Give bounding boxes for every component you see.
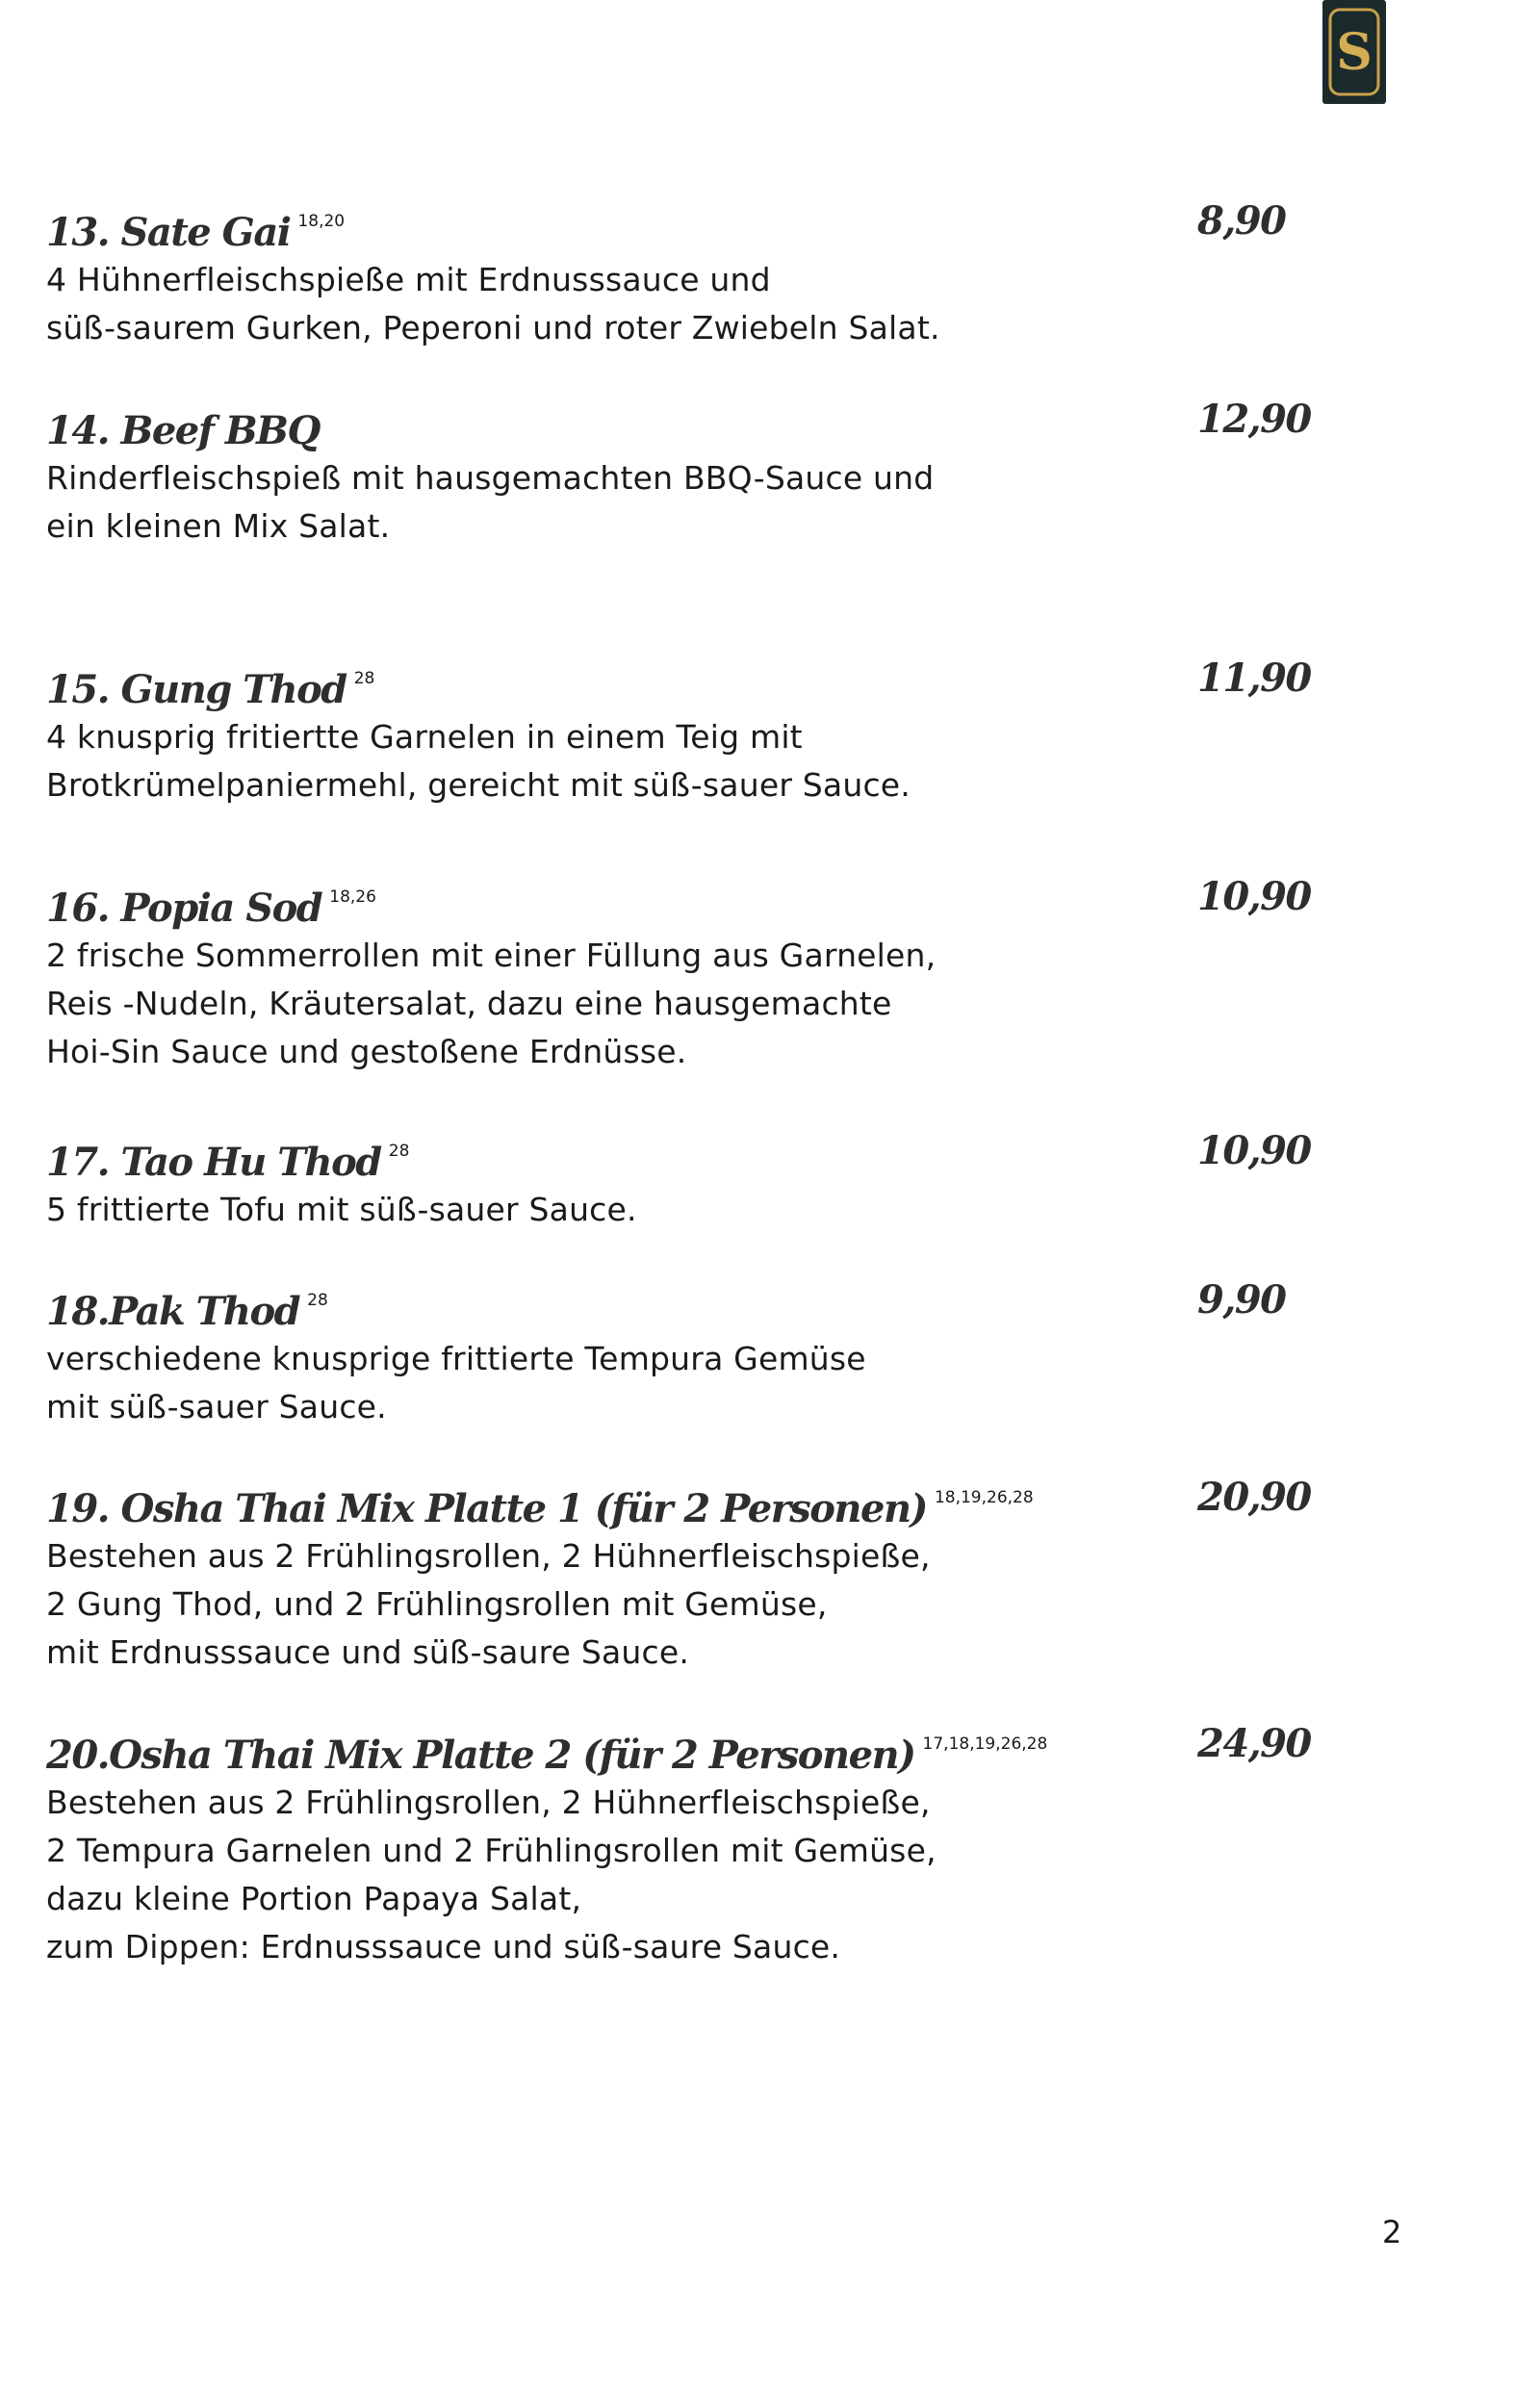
item-price: 24,90	[1197, 1721, 1311, 1766]
menu-item	[46, 650, 1413, 809]
menu-item	[46, 1272, 1413, 1431]
description-line: Hoi-Sin Sauce und gestoßene Erdnüsse.	[46, 1033, 687, 1070]
item-title: 18.Pak Thod $^{28}$	[46, 1289, 328, 1334]
item-price: 9,90	[1197, 1277, 1286, 1323]
item-title: 17. Tao Hu Thod $^{28}$	[46, 1140, 410, 1185]
description-line: 4 knusprig fritiertte Garnelen in einem Teig mit	[46, 718, 803, 756]
item-description	[46, 1335, 1413, 1431]
description-line: mit Erdnusssauce und süß-saure Sauce.	[46, 1633, 690, 1671]
allergen-codes: 18,20	[297, 212, 346, 231]
description-line: Brotkrümelpaniermehl, gereicht mit süß-sauer Sauce.	[46, 766, 911, 804]
description-line: Bestehen aus 2 Frühlingsrollen, 2 Hühnerfleischspieße,	[46, 1537, 931, 1575]
item-title: 13. Sate Gai $^{18,20}$	[46, 210, 346, 255]
item-price: 10,90	[1197, 1128, 1311, 1173]
allergen-codes: 18,19,26,28	[934, 1488, 1034, 1507]
description-line: verschiedene knusprige frittierte Tempura Gemüse	[46, 1340, 866, 1377]
allergen-codes: 28	[388, 1142, 410, 1161]
menu-item	[46, 1122, 1413, 1234]
description-line: Rinderfleischspieß mit hausgemachten BBQ-Sauce und	[46, 459, 935, 497]
page-number: 2	[1382, 2214, 1402, 2250]
menu-item	[46, 1715, 1413, 1971]
item-title: 16. Popia Sod $^{18,26}$	[46, 886, 376, 931]
menu-item	[46, 391, 1413, 551]
item-price: 11,90	[1197, 655, 1311, 701]
description-line: 5 frittierte Tofu mit süß-sauer Sauce.	[46, 1191, 637, 1228]
description-line: 2 frische Sommerrollen mit einer Füllung aus Garnelen,	[46, 937, 937, 974]
item-description	[46, 1186, 1413, 1234]
item-title: 15. Gung Thod $^{28}$	[46, 667, 375, 712]
item-title: 14. Beef BBQ	[46, 408, 320, 453]
menu-item	[46, 1469, 1413, 1677]
description-line: 2 Gung Thod, und 2 Frühlingsrollen mit Gemüse,	[46, 1585, 828, 1623]
logo-letter: S	[1336, 23, 1373, 82]
description-line: 2 Tempura Garnelen und 2 Frühlingsrollen mit Gemüse,	[46, 1832, 937, 1869]
logo-emblem-icon	[1322, 0, 1386, 104]
menu-item	[46, 868, 1413, 1076]
description-line: ein kleinen Mix Salat.	[46, 507, 391, 545]
description-line: Reis -Nudeln, Kräutersalat, dazu eine hausgemachte	[46, 985, 892, 1022]
item-title: 19. Osha Thai Mix Platte 1 (für 2 Personen) $^{18,19,26,28}$	[46, 1486, 1034, 1531]
item-description	[46, 932, 1413, 1076]
item-description	[46, 713, 1413, 809]
description-line: zum Dippen: Erdnusssauce und süß-saure Sauce.	[46, 1928, 841, 1965]
item-price: 10,90	[1197, 874, 1311, 919]
item-description	[46, 1779, 1413, 1971]
allergen-codes: 18,26	[329, 887, 376, 907]
item-price: 20,90	[1197, 1475, 1311, 1520]
description-line: Bestehen aus 2 Frühlingsrollen, 2 Hühnerfleischspieße,	[46, 1784, 931, 1821]
allergen-codes: 28	[353, 669, 375, 688]
description-line: 4 Hühnerfleischspieße mit Erdnusssauce und	[46, 261, 771, 298]
item-title: 20.Osha Thai Mix Platte 2 (für 2 Personen) $^{17,18,19,26,28}$	[46, 1733, 1048, 1778]
allergen-codes: 28	[307, 1291, 328, 1310]
item-description	[46, 1532, 1413, 1677]
item-price: 8,90	[1197, 198, 1286, 244]
allergen-codes: 17,18,19,26,28	[922, 1734, 1048, 1754]
item-description	[46, 454, 1413, 551]
item-description	[46, 256, 1413, 352]
description-line: dazu kleine Portion Papaya Salat,	[46, 1880, 582, 1917]
description-line: süß-saurem Gurken, Peperoni und roter Zwiebeln Salat.	[46, 309, 940, 347]
restaurant-logo	[1322, 0, 1386, 104]
menu-item	[46, 193, 1413, 352]
description-line: mit süß-sauer Sauce.	[46, 1388, 387, 1426]
item-price: 12,90	[1197, 397, 1311, 442]
